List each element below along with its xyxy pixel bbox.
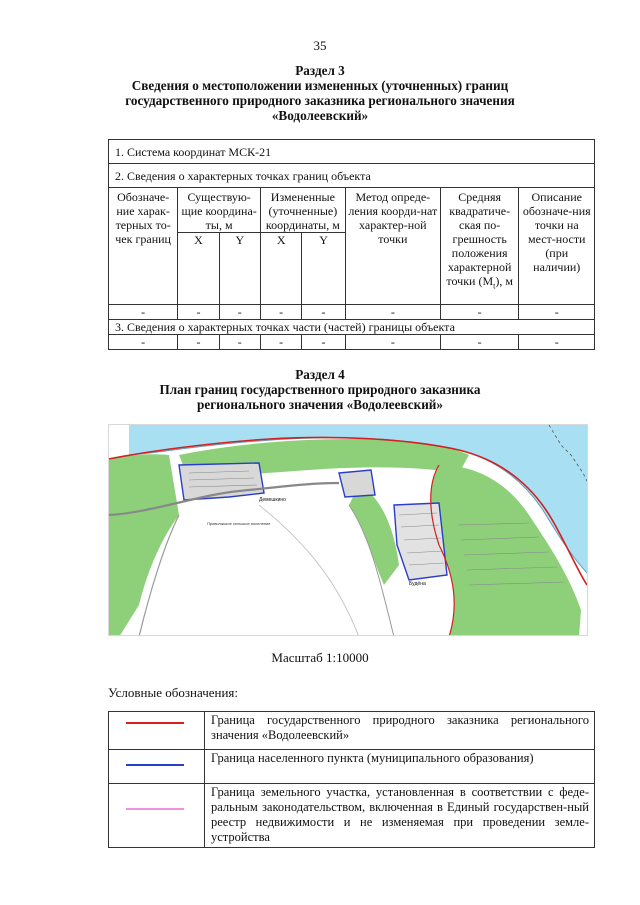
section-4-title	[90, 367, 550, 412]
header-error-main: Средняя квадратиче-ская по-грешность положения характерной точки (M	[446, 190, 512, 288]
data-cell: -	[109, 335, 178, 350]
legend-text: Граница населенного пункта (муниципального образования)	[205, 750, 595, 784]
reserve-boundary-symbol	[126, 722, 184, 724]
land-plot-boundary-symbol	[126, 808, 184, 810]
header-description: Описание обозначе-ния точки на мест-ности (при наличии)	[519, 188, 595, 305]
legend-table	[108, 711, 595, 848]
data-cell: -	[178, 335, 219, 350]
legend-symbol-cell	[109, 784, 205, 848]
settlement-boundary-symbol	[126, 764, 184, 766]
header-error	[440, 188, 519, 305]
data-cell: -	[302, 335, 345, 350]
settlement-bulkhead	[339, 470, 375, 497]
header-x-existing: X	[178, 233, 219, 305]
data-cell: -	[345, 335, 440, 350]
legend-symbol-cell	[109, 712, 205, 750]
data-cell: -	[219, 335, 260, 350]
legend-symbol-cell	[109, 750, 205, 784]
data-cell: -	[178, 305, 219, 320]
header-point-designation: Обозначе-ние харак-терных то-чек границ	[109, 188, 178, 305]
legend-text: Граница земельного участка, установленная в соответствии с феде-ральным законодательством, включенная в Единый государствен-ный реестр недвижимости и не изменяемая при проведении земле-устройства	[205, 784, 595, 848]
map-label-area: Приволжское сельское поселение	[207, 521, 271, 526]
header-x-changed: X	[260, 233, 301, 305]
boundary-points-table	[108, 139, 595, 350]
header-existing-coords: Существую-щие координа-ты, м	[178, 188, 261, 233]
data-cell: -	[519, 335, 595, 350]
data-cell: -	[302, 305, 345, 320]
section-4-heading: Раздел 4	[295, 367, 345, 382]
data-cell: -	[260, 335, 301, 350]
data-cell: -	[440, 335, 519, 350]
coordinate-system-row: 1. Система координат МСК-21	[109, 140, 595, 164]
header-error-tail: ), м	[495, 274, 513, 288]
section-3-heading: Раздел 3	[295, 63, 345, 78]
forest-west	[109, 454, 179, 636]
header-y-changed: Y	[302, 233, 345, 305]
map-label-village1: Демешкино	[259, 497, 286, 503]
data-cell: -	[519, 305, 595, 320]
header-error-sub: t	[493, 281, 496, 291]
section-4-title-line: План границ государственного природного заказника	[159, 382, 481, 397]
map-label-village2: Будёна	[409, 581, 426, 587]
data-cell: -	[440, 305, 519, 320]
header-changed-coords: Измененные (уточненные) координаты, м	[260, 188, 345, 233]
section-3-title-line: Сведения о местоположении измененных (уточненных) границ	[131, 78, 509, 93]
boundary-plan-map	[108, 424, 588, 636]
data-cell: -	[260, 305, 301, 320]
parts-info-row: 3. Сведения о характерных точках части (частей) границы объекта	[109, 320, 595, 335]
data-cell: -	[109, 305, 178, 320]
points-info-row: 2. Сведения о характерных точках границ объекта	[109, 164, 595, 188]
legend-title: Условные обозначения:	[108, 685, 239, 700]
section-3-title	[90, 63, 550, 123]
section-4-title-line: регионального значения «Водолеевский»	[197, 397, 443, 412]
forest-middle	[349, 485, 399, 585]
legend-text: Граница государственного природного заказника регионального значения «Водолеевский»	[205, 712, 595, 750]
section-3-title-line: государственного природного заказника регионального значения	[125, 93, 515, 108]
header-method: Метод опреде-ления коорди-нат характер-ной точки	[345, 188, 440, 305]
data-cell: -	[345, 305, 440, 320]
section-3-title-line: «Водолеевский»	[271, 108, 369, 123]
map-scale: Масштаб 1:10000	[271, 650, 369, 665]
page-number: 35	[313, 38, 327, 53]
header-y-existing: Y	[219, 233, 260, 305]
road	[259, 505, 359, 636]
data-cell: -	[219, 305, 260, 320]
